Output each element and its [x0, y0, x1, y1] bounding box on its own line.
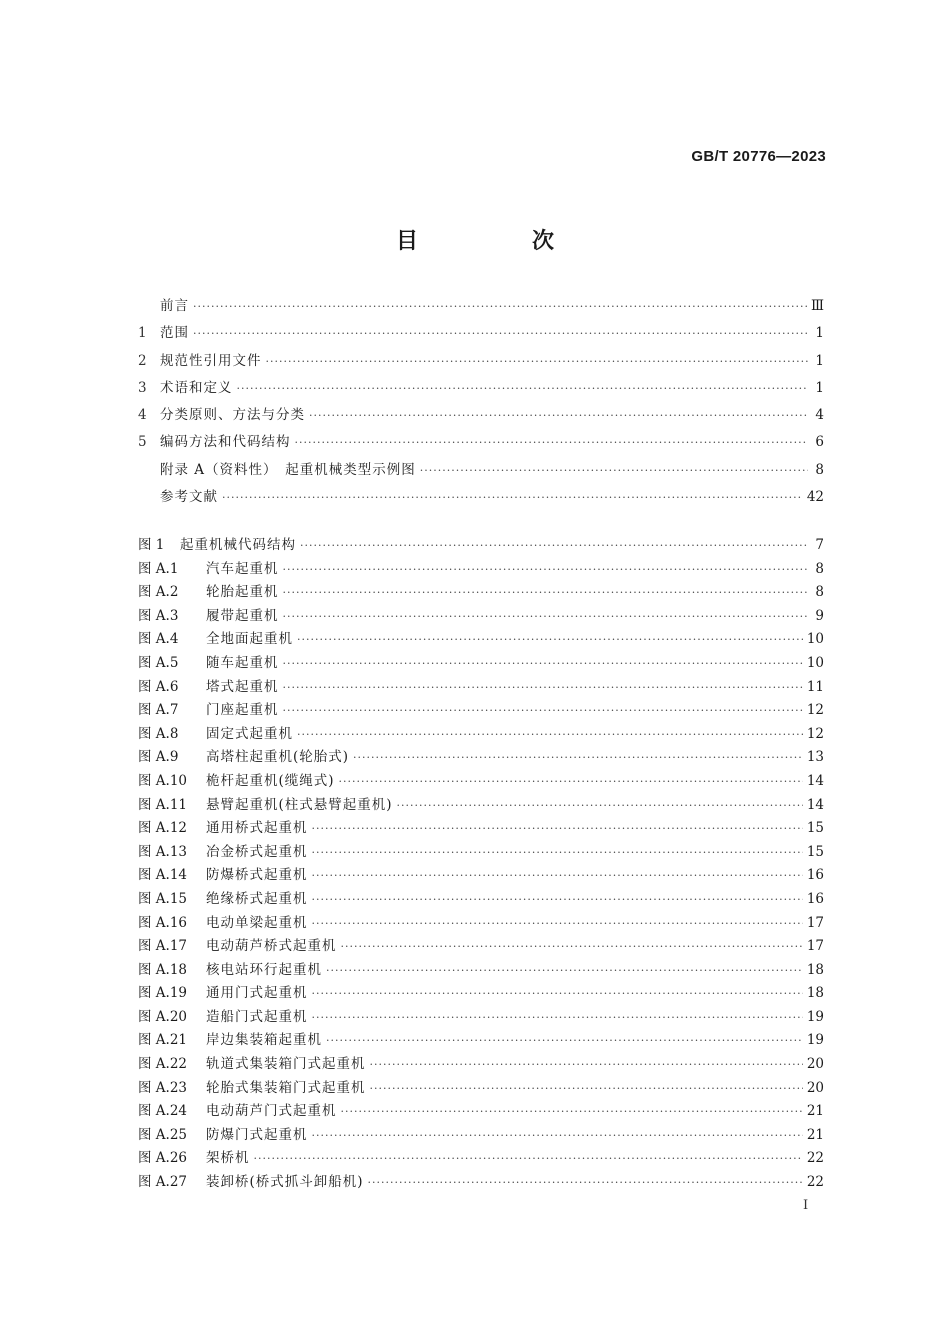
toc-entry[interactable]: [138, 407, 824, 434]
toc-entry-page: Ⅲ: [810, 298, 824, 314]
figure-label: 随车起重机: [206, 654, 279, 671]
toc-entry-number: 5: [138, 434, 147, 451]
figure-page: 13: [806, 749, 824, 766]
figure-label: 通用桥式起重机: [206, 820, 308, 837]
figure-entry[interactable]: [138, 1103, 824, 1127]
figure-page: 16: [806, 867, 824, 884]
toc-main-list: [138, 298, 824, 516]
toc-entry[interactable]: [138, 380, 824, 407]
dot-leader: [341, 940, 803, 953]
figure-entry[interactable]: [138, 844, 824, 868]
dot-leader: [312, 846, 803, 859]
toc-entry-number: 3: [138, 379, 147, 396]
figure-label: 装卸桥(桥式抓斗卸船机): [206, 1174, 364, 1191]
dot-leader: [295, 436, 809, 449]
toc-entry-number: 4: [138, 407, 147, 424]
figure-label: 履带起重机: [206, 607, 279, 624]
figure-number: 图 A.1: [138, 560, 179, 577]
dot-leader: [397, 799, 803, 812]
figure-page: 15: [806, 843, 824, 860]
toc-title: 目 次: [395, 228, 600, 254]
figure-entry[interactable]: [138, 655, 824, 679]
figure-number: 图 A.7: [138, 702, 179, 719]
figure-label: 电动葫芦门式起重机: [206, 1103, 337, 1120]
toc-entry-number: 2: [138, 352, 147, 369]
figure-number: 图 A.15: [138, 890, 188, 907]
toc-entry-page: 8: [815, 461, 824, 478]
dot-leader: [312, 893, 803, 906]
toc-entry[interactable]: [138, 489, 824, 516]
figure-number: 图 A.16: [138, 914, 188, 931]
figure-page: 9: [815, 607, 824, 624]
figure-page: 19: [806, 1032, 824, 1049]
figure-label: 通用门式起重机: [206, 985, 308, 1002]
dot-leader: [368, 1176, 803, 1189]
figure-number: 图 A.9: [138, 749, 179, 766]
figure-page: 16: [806, 890, 824, 907]
standard-code: GB/T 20776—2023: [691, 148, 826, 165]
figure-page: 10: [806, 654, 824, 671]
dot-leader: [341, 1105, 803, 1118]
figure-page: 14: [806, 772, 824, 789]
figure-page: 10: [806, 631, 824, 648]
figure-number: 图 A.20: [138, 1008, 188, 1025]
figure-entry[interactable]: [138, 891, 824, 915]
figure-label: 全地面起重机: [206, 631, 293, 648]
toc-entry-page: 1: [815, 352, 824, 369]
dot-leader: [312, 917, 803, 930]
figure-label: 架桥机: [206, 1150, 250, 1167]
dot-leader: [193, 300, 807, 313]
figure-label: 岸边集装箱起重机: [206, 1032, 322, 1049]
figure-entry[interactable]: [138, 679, 824, 703]
figure-label: 高塔柱起重机(轮胎式): [206, 749, 350, 766]
figure-label: 防爆门式起重机: [206, 1126, 308, 1143]
figure-entry[interactable]: [138, 561, 824, 585]
dot-leader: [254, 1152, 803, 1165]
figure-number: 图 1: [138, 537, 165, 553]
toc-entry-label: 分类原则、方法与分类: [160, 407, 305, 424]
figure-page: 12: [806, 725, 824, 742]
figure-page: 21: [806, 1126, 824, 1143]
figure-number: 图 A.4: [138, 631, 179, 648]
dot-leader: [353, 751, 803, 764]
figure-label: 汽车起重机: [206, 560, 279, 577]
figure-entry[interactable]: [138, 985, 824, 1009]
figure-number: 图 A.6: [138, 678, 179, 695]
dot-leader: [237, 382, 809, 395]
figure-label: 轨道式集装箱门式起重机: [206, 1056, 366, 1073]
figure-label: 固定式起重机: [206, 725, 293, 742]
dot-leader: [193, 327, 808, 340]
toc-entry[interactable]: [138, 325, 824, 352]
figure-label: 门座起重机: [206, 702, 279, 719]
dot-leader: [326, 1034, 803, 1047]
toc-entry-page: 1: [815, 379, 824, 396]
figure-page: 15: [806, 820, 824, 837]
dot-leader: [339, 775, 803, 788]
dot-leader: [326, 964, 803, 977]
figure-number: 图 A.18: [138, 961, 188, 978]
page-number: I: [803, 1198, 809, 1213]
dot-leader: [283, 657, 803, 670]
figure-number: 图 A.24: [138, 1103, 188, 1120]
figure-page: 7: [815, 537, 824, 553]
dot-leader: [283, 610, 809, 623]
toc-entry-page: 6: [815, 434, 824, 451]
figure-entry[interactable]: [138, 584, 824, 608]
figure-number: 图 A.25: [138, 1126, 188, 1143]
figure-page: 17: [806, 938, 824, 955]
figure-label: 核电站环行起重机: [206, 961, 322, 978]
figure-label: 轮胎起重机: [206, 584, 279, 601]
figure-page: 12: [806, 702, 824, 719]
figure-label: 桅杆起重机(缆绳式): [206, 772, 335, 789]
toc-entry-page: 1: [815, 325, 824, 342]
figure-entry[interactable]: [138, 938, 824, 962]
figure-page: 20: [806, 1079, 824, 1096]
dot-leader: [283, 704, 803, 717]
toc-entry-label: 前言: [160, 298, 189, 314]
figure-number: 图 A.12: [138, 820, 188, 837]
toc-entry-label: 术语和定义: [160, 379, 233, 396]
figure-page: 11: [806, 678, 824, 695]
figure-page: 18: [806, 961, 824, 978]
dot-leader: [312, 1011, 803, 1024]
figure-label: 电动葫芦桥式起重机: [206, 938, 337, 955]
figure-label: 绝缘桥式起重机: [206, 890, 308, 907]
figure-page: 21: [806, 1103, 824, 1120]
figure-number: 图 A.23: [138, 1079, 188, 1096]
figure-entry[interactable]: [138, 1032, 824, 1056]
figure-number: 图 A.11: [138, 796, 188, 813]
toc-entry-label: 范围: [160, 325, 189, 342]
figure-entry[interactable]: [138, 537, 824, 561]
figure-entry[interactable]: [138, 773, 824, 797]
figure-entry[interactable]: [138, 1080, 824, 1104]
figure-entry[interactable]: [138, 1150, 824, 1174]
dot-leader: [420, 464, 808, 477]
figure-page: 8: [815, 584, 824, 601]
figure-page: 8: [815, 560, 824, 577]
dot-leader: [297, 728, 803, 741]
figure-label: 起重机械代码结构: [180, 537, 296, 553]
toc-entry-page: 4: [815, 407, 824, 424]
figure-number: 图 A.8: [138, 725, 179, 742]
toc-entry-page: 42: [806, 489, 824, 506]
toc-entry-label: 参考文献: [160, 489, 218, 506]
dot-leader: [370, 1058, 803, 1071]
dot-leader: [312, 1129, 803, 1142]
figure-number: 图 A.21: [138, 1032, 188, 1049]
figure-page: 22: [806, 1174, 824, 1191]
figure-entry[interactable]: [138, 820, 824, 844]
figure-label: 塔式起重机: [206, 678, 279, 695]
figure-entry[interactable]: [138, 915, 824, 939]
dot-leader: [222, 491, 803, 504]
figure-entry[interactable]: [138, 702, 824, 726]
figure-entry[interactable]: [138, 797, 824, 821]
figure-label: 造船门式起重机: [206, 1008, 308, 1025]
dot-leader: [312, 987, 803, 1000]
figure-number: 图 A.27: [138, 1174, 188, 1191]
toc-entry[interactable]: [138, 353, 824, 380]
figure-entry[interactable]: [138, 867, 824, 891]
figure-entry[interactable]: [138, 726, 824, 750]
dot-leader: [283, 586, 809, 599]
toc-entry[interactable]: [138, 462, 824, 489]
figure-number: 图 A.5: [138, 654, 179, 671]
figure-page: 18: [806, 985, 824, 1002]
figure-number: 图 A.14: [138, 867, 188, 884]
toc-entry-label: 编码方法和代码结构: [160, 434, 291, 451]
figure-entry[interactable]: [138, 962, 824, 986]
dot-leader: [309, 409, 808, 422]
figure-page: 14: [806, 796, 824, 813]
toc-entry[interactable]: [138, 298, 824, 325]
figure-number: 图 A.3: [138, 607, 179, 624]
figure-number: 图 A.2: [138, 584, 179, 601]
figure-entry[interactable]: [138, 1056, 824, 1080]
toc-entry-number: 1: [138, 325, 147, 342]
figure-page: 20: [806, 1056, 824, 1073]
figure-number: 图 A.13: [138, 843, 188, 860]
figure-entry[interactable]: [138, 749, 824, 773]
figure-page: 17: [806, 914, 824, 931]
figure-label: 电动单梁起重机: [206, 914, 308, 931]
figure-number: 图 A.19: [138, 985, 188, 1002]
figure-number: 图 A.26: [138, 1150, 188, 1167]
figure-label: 冶金桥式起重机: [206, 843, 308, 860]
figure-entry[interactable]: [138, 1174, 824, 1198]
figure-label: 轮胎式集装箱门式起重机: [206, 1079, 366, 1096]
figure-entry[interactable]: [138, 1009, 824, 1033]
dot-leader: [283, 563, 809, 576]
figure-page: 19: [806, 1008, 824, 1025]
dot-leader: [300, 539, 808, 552]
toc-entry[interactable]: [138, 434, 824, 461]
figure-entry[interactable]: [138, 631, 824, 655]
figure-number: 图 A.22: [138, 1056, 188, 1073]
figure-entry[interactable]: [138, 1127, 824, 1151]
figure-page: 22: [806, 1150, 824, 1167]
figure-list: [138, 537, 824, 1198]
figure-number: 图 A.17: [138, 938, 188, 955]
figure-label: 悬臂起重机(柱式悬臂起重机): [206, 796, 393, 813]
figure-label: 防爆桥式起重机: [206, 867, 308, 884]
dot-leader: [312, 822, 803, 835]
figure-entry[interactable]: [138, 608, 824, 632]
dot-leader: [283, 681, 803, 694]
toc-entry-label: 规范性引用文件: [160, 352, 262, 369]
dot-leader: [297, 633, 803, 646]
dot-leader: [312, 869, 803, 882]
dot-leader: [266, 355, 809, 368]
figure-number: 图 A.10: [138, 772, 188, 789]
dot-leader: [370, 1082, 803, 1095]
toc-entry-label: 附录 A（资料性） 起重机械类型示例图: [160, 461, 416, 478]
